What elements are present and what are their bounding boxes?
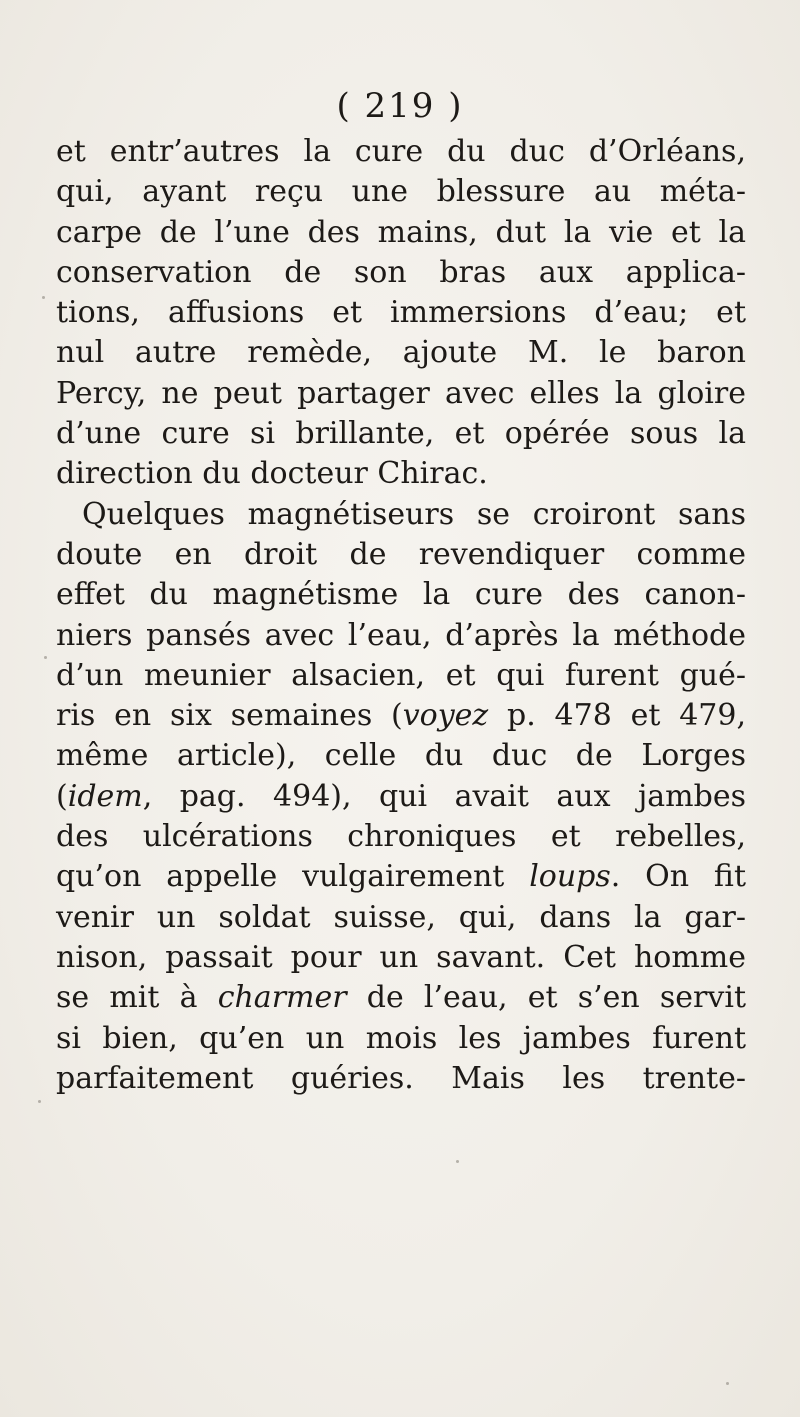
italic-text: voyez xyxy=(402,698,489,734)
text-line-12: effet du magnétisme la cure des canon- xyxy=(56,577,746,613)
text-line-13: niers pansés avec l’eau, d’après la méthode xyxy=(56,617,746,653)
text-line-10: Quelques magnétiseurs se croiront sans xyxy=(82,496,746,532)
text-line-17 xyxy=(56,777,746,817)
italic-text: loups xyxy=(529,859,611,895)
paper-speck xyxy=(42,296,45,299)
text-run: de l’eau, et s’en servit xyxy=(346,980,746,1016)
text-run: se mit à xyxy=(56,980,218,1016)
text-line-22 xyxy=(56,978,746,1018)
text-line-4: conservation de son bras aux applica- xyxy=(56,254,746,290)
page-number: ( 219 ) xyxy=(336,86,464,126)
paper-speck xyxy=(726,1382,729,1385)
text-line-24: parfaitement guéries. Mais les trente- xyxy=(56,1060,746,1096)
text-line-14: d’un meunier alsacien, et qui furent gué- xyxy=(56,657,746,693)
text-run: , pag. 494), qui avait aux jambes xyxy=(142,778,746,814)
text-line-7: Percy, ne peut partager avec elles la gloire xyxy=(56,375,746,411)
italic-text: idem xyxy=(67,778,143,814)
text-line-3: carpe de l’une des mains, dut la vie et la xyxy=(56,214,746,250)
text-line-5: tions, affusions et immersions d’eau; et xyxy=(56,295,746,331)
text-line-18: des ulcérations chroniques et rebelles, xyxy=(56,819,746,855)
text-line-15 xyxy=(56,696,746,736)
text-line-6: nul autre remède, ajoute M. le baron xyxy=(56,335,746,371)
text-line-16: même article), celle du duc de Lorges xyxy=(56,738,746,774)
text-run: . On fit xyxy=(610,859,746,895)
text-line-19 xyxy=(56,857,746,897)
text-run: ris en six semaines ( xyxy=(56,698,403,734)
text-line-21: nison, passait pour un savant. Cet homme xyxy=(56,939,746,975)
text-line-9: direction du docteur Chirac. xyxy=(56,456,488,492)
text-line-8: d’une cure si brillante, et opérée sous la xyxy=(56,416,746,452)
paper-speck xyxy=(38,1100,41,1103)
body-text xyxy=(56,132,746,1099)
text-line-2: qui, ayant reçu une blessure au méta- xyxy=(56,174,746,210)
paper-speck xyxy=(456,1160,459,1163)
text-run: ( xyxy=(56,778,68,814)
text-line-20: venir un soldat suisse, qui, dans la gar- xyxy=(56,899,746,935)
italic-text: charmer xyxy=(217,980,347,1016)
text-line-1: et entr’autres la cure du duc d’Orléans, xyxy=(56,134,746,169)
text-run: p. 478 et 479, xyxy=(488,698,746,734)
text-line-23: si bien, qu’en un mois les jambes furent xyxy=(56,1020,746,1056)
text-line-11: doute en droit de revendiquer comme xyxy=(56,536,746,572)
text-run: qu’on appelle vulgairement xyxy=(56,859,530,895)
paper-speck xyxy=(44,656,47,659)
